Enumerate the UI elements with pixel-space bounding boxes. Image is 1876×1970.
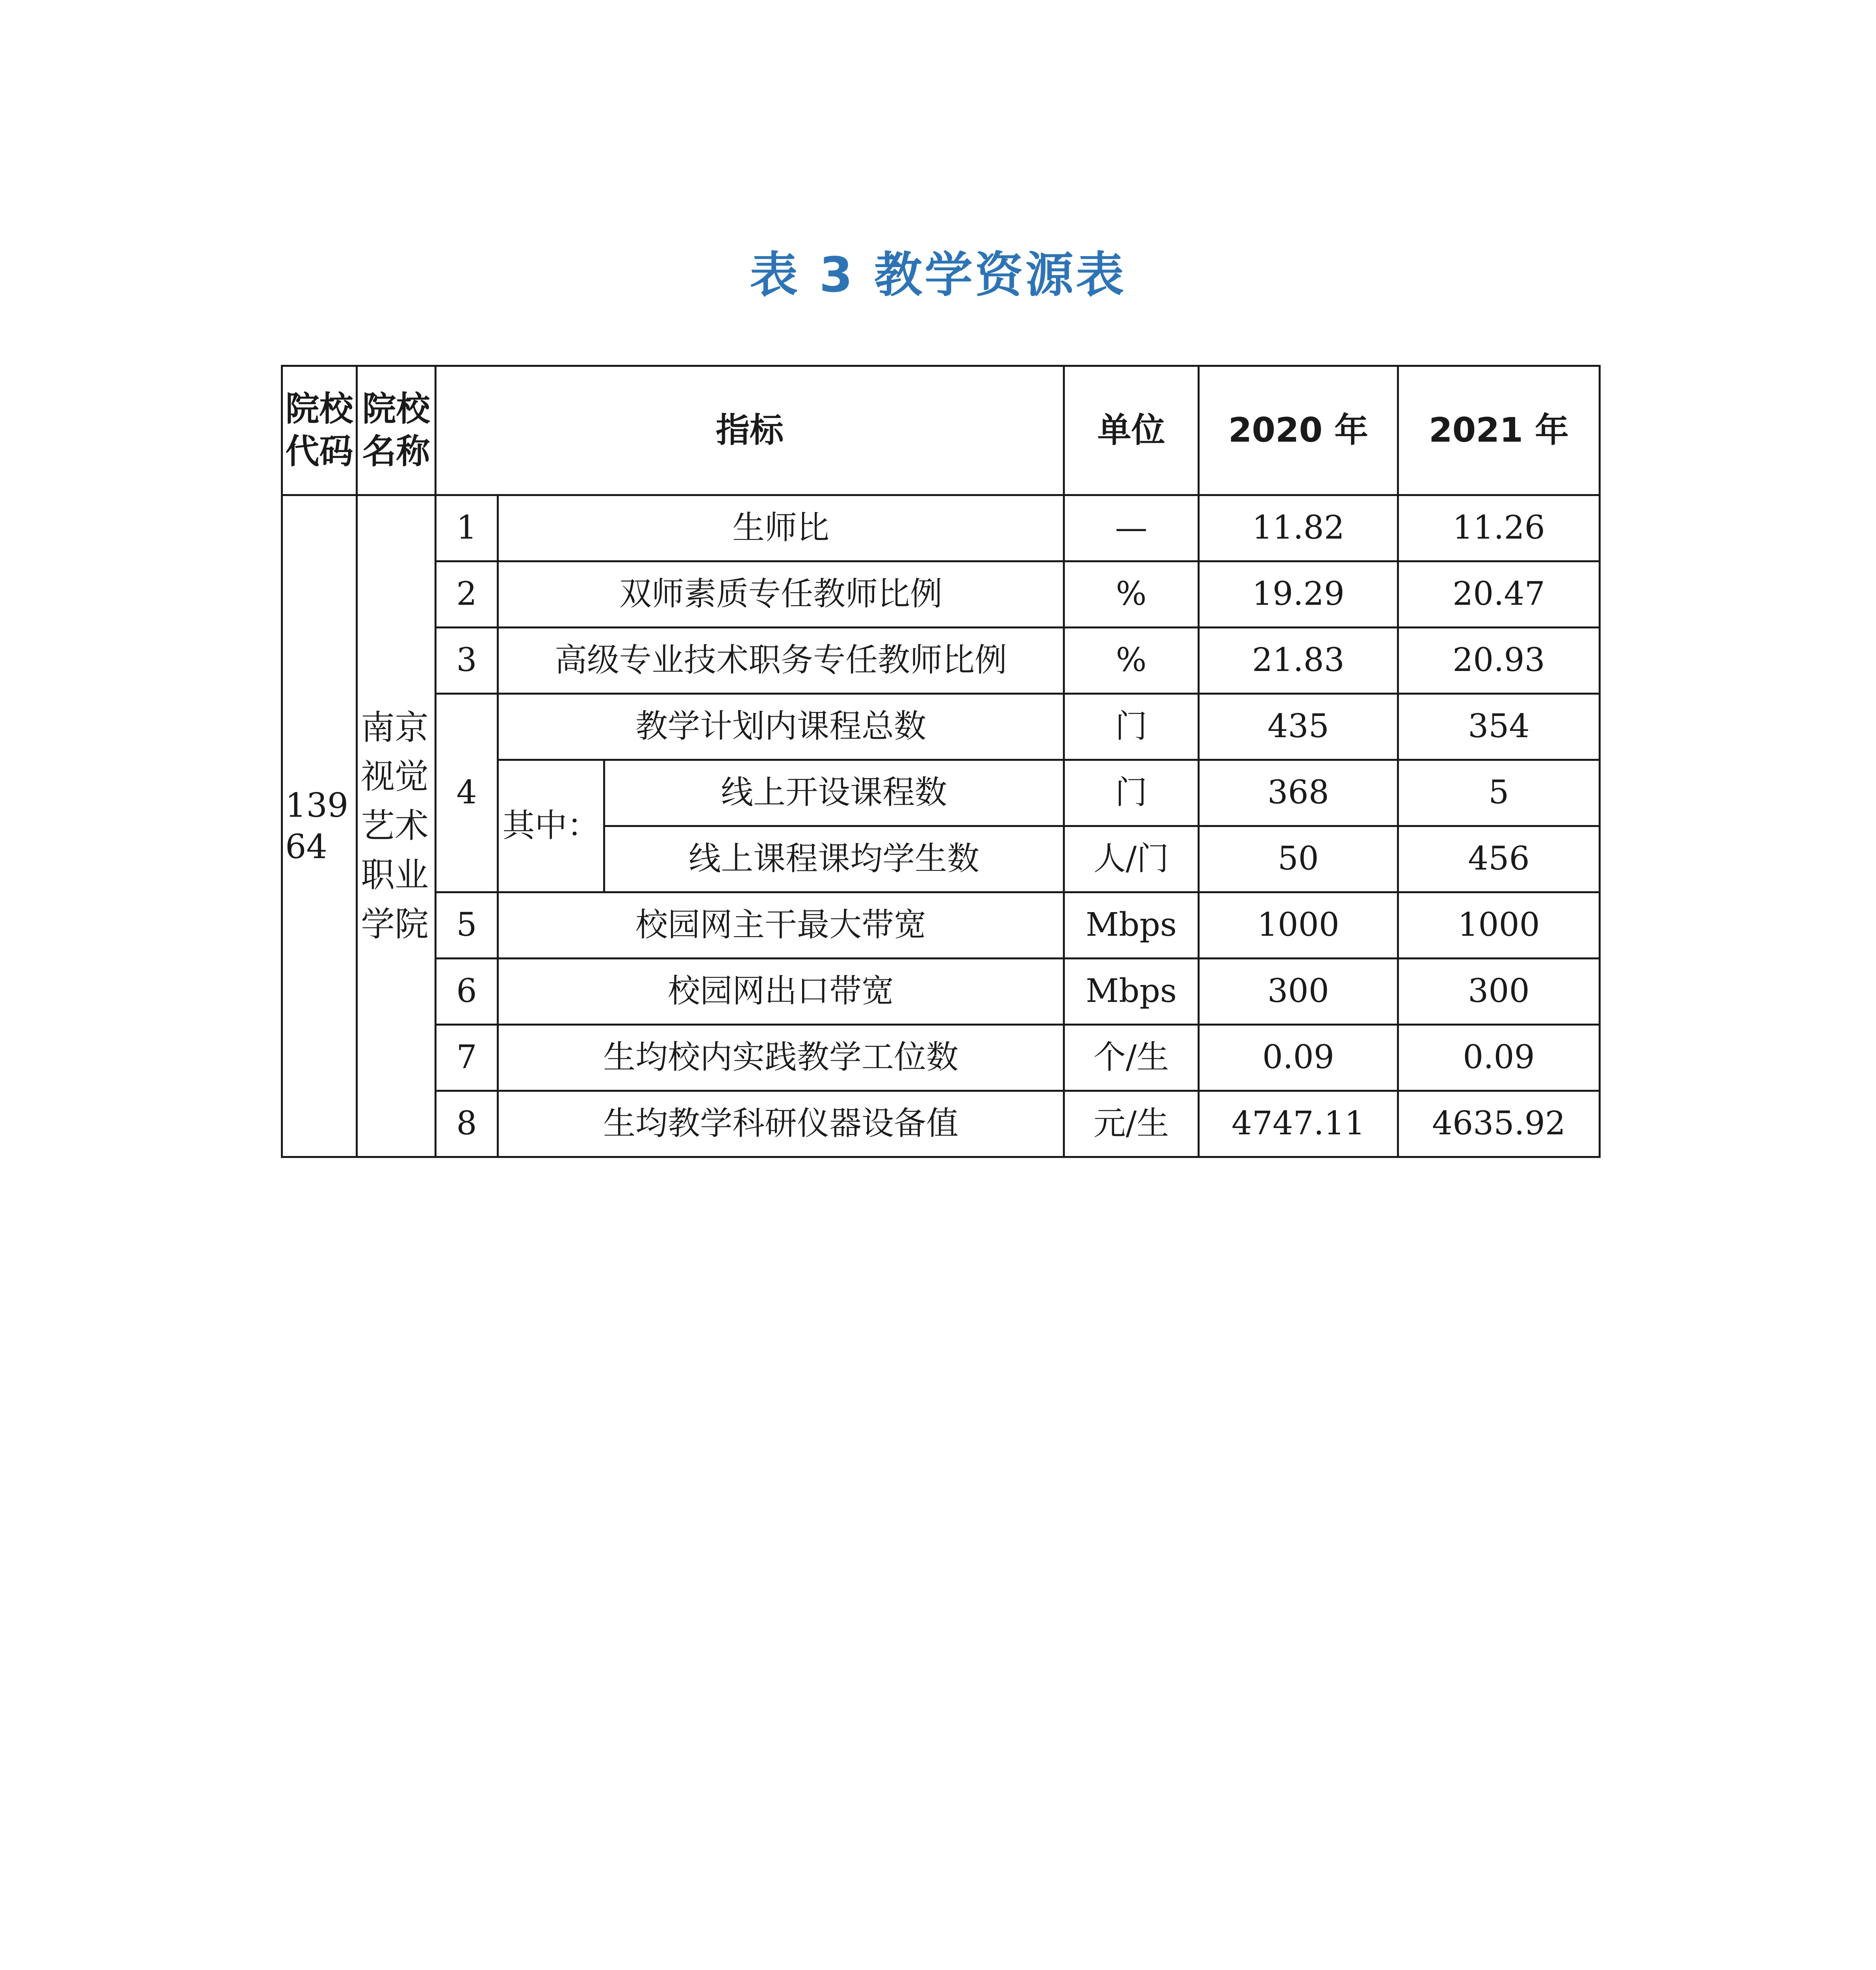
header-name: 院校名称 [357,366,436,495]
row-value-2021: 456 [1398,826,1600,892]
row-unit: — [1064,495,1199,561]
row-group-label: 其中： [498,760,604,892]
row-unit: 门 [1064,760,1199,826]
row-number: 8 [436,1091,498,1157]
row-value-2020: 435 [1199,694,1398,760]
row-unit: 元/生 [1064,1091,1199,1157]
row-label: 校园网出口带宽 [498,959,1064,1025]
school-code: 13964 [282,495,357,1157]
row-unit: % [1064,561,1199,628]
row-value-2021: 11.26 [1398,495,1600,561]
row-value-2020: 21.83 [1199,628,1398,694]
table-row [282,495,1600,561]
school-name: 南京视觉艺术职业学院 [357,495,436,1157]
row-value-2020: 4747.11 [1199,1091,1398,1157]
table-header-row [282,366,1600,495]
row-label: 校园网主干最大带宽 [498,892,1064,959]
row-unit: Mbps [1064,892,1199,959]
row-value-2021: 20.93 [1398,628,1600,694]
row-label: 生均校内实践教学工位数 [498,1025,1064,1091]
row-value-2021: 20.47 [1398,561,1600,628]
row-label: 双师素质专任教师比例 [498,561,1064,628]
row-unit: % [1064,628,1199,694]
table-row [282,694,1600,760]
header-2020: 2020 年 [1199,366,1398,495]
row-value-2021: 4635.92 [1398,1091,1600,1157]
row-value-2020: 1000 [1199,892,1398,959]
row-label: 线上课程课均学生数 [604,826,1064,892]
row-value-2021: 5 [1398,760,1600,826]
row-label: 高级专业技术职务专任教师比例 [498,628,1064,694]
row-number: 7 [436,1025,498,1091]
row-label: 线上开设课程数 [604,760,1064,826]
header-code: 院校代码 [282,366,357,495]
row-unit: 个/生 [1064,1025,1199,1091]
header-2021: 2021 年 [1398,366,1600,495]
row-value-2021: 354 [1398,694,1600,760]
table-row [282,892,1600,959]
row-value-2021: 0.09 [1398,1025,1600,1091]
row-value-2020: 368 [1199,760,1398,826]
table-row [282,561,1600,628]
row-number: 6 [436,959,498,1025]
row-value-2020: 11.82 [1199,495,1398,561]
header-indicator: 指标 [436,366,1064,495]
row-value-2020: 50 [1199,826,1398,892]
row-number: 4 [436,694,498,892]
row-unit: 人/门 [1064,826,1199,892]
row-number: 5 [436,892,498,959]
row-value-2020: 19.29 [1199,561,1398,628]
row-number: 3 [436,628,498,694]
row-number: 2 [436,561,498,628]
row-value-2020: 300 [1199,959,1398,1025]
row-value-2020: 0.09 [1199,1025,1398,1091]
table-row [282,1025,1600,1091]
row-label: 生师比 [498,495,1064,561]
row-label: 教学计划内课程总数 [498,694,1064,760]
table-row [282,628,1600,694]
row-unit: Mbps [1064,959,1199,1025]
row-number: 1 [436,495,498,561]
table-row [282,959,1600,1025]
row-value-2021: 1000 [1398,892,1600,959]
header-unit: 单位 [1064,366,1199,495]
row-value-2021: 300 [1398,959,1600,1025]
table-row [282,1091,1600,1157]
row-label: 生均教学科研仪器设备值 [498,1091,1064,1157]
page-title: 表 3 教学资源表 [750,247,1126,303]
teaching-resource-table [281,365,1601,1158]
row-unit: 门 [1064,694,1199,760]
